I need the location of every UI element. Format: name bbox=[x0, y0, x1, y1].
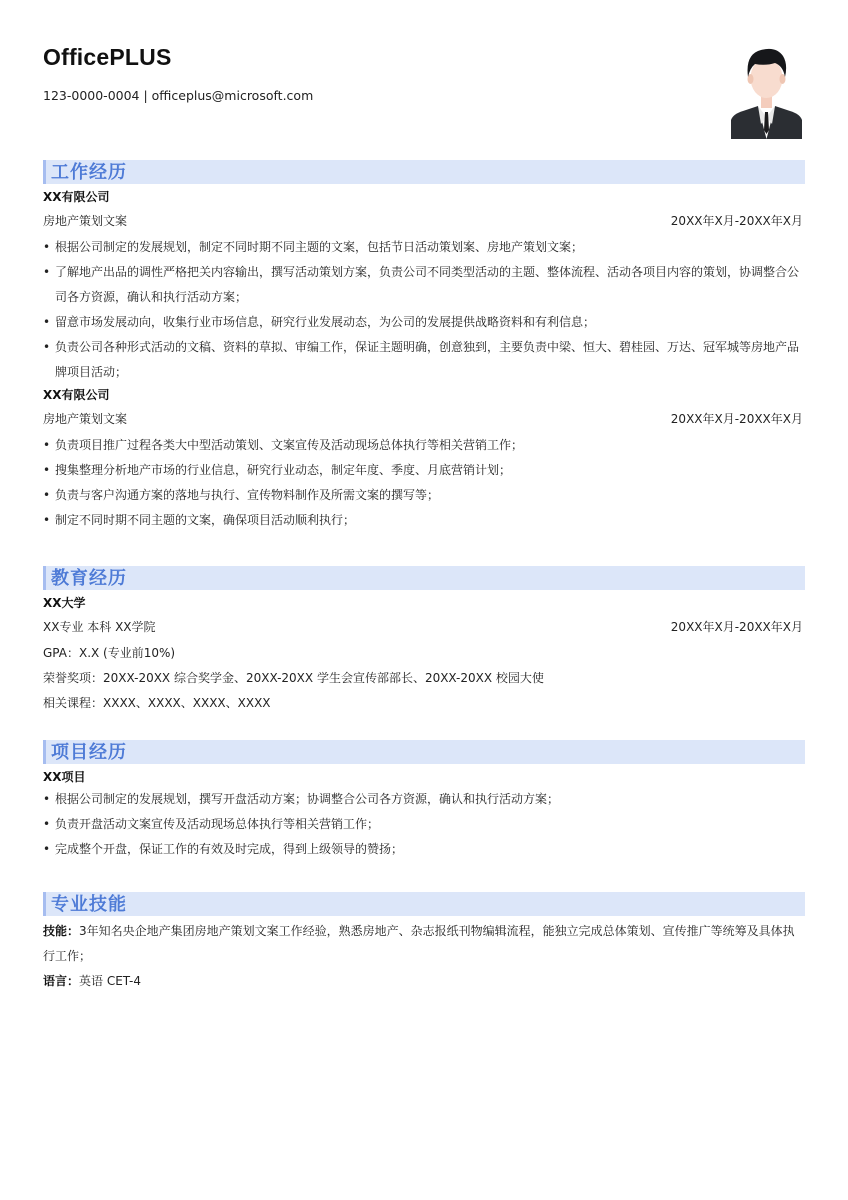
work-role-row bbox=[43, 207, 805, 235]
project-bullet: • 负责开盘活动文案宣传及活动现场总体执行等相关营销工作； bbox=[43, 812, 805, 837]
work-bullet: • 负责公司各种形式活动的文稿、资料的草拟、审编工作，保证主题明确，创意独到，主要负责中梁、恒大、碧桂园、万达、冠军城等房地产品牌项目活动； bbox=[43, 335, 805, 385]
work-bullet: • 负责与客户沟通方案的落地与执行、宣传物料制作及所需文案的撰写等； bbox=[43, 483, 805, 508]
work-date: 20XX年X月-20XX年X月 bbox=[670, 412, 803, 426]
candidate-name: OfficePLUS bbox=[43, 44, 172, 70]
work-bullet: • 了解地产出品的调性严格把关内容输出，撰写活动策划方案，负责公司不同类型活动的主题、整体流程、活动各项目内容的策划，协调整合公司各方资源，确认和执行活动方案； bbox=[43, 260, 805, 310]
section-header-skills bbox=[43, 892, 805, 916]
section-title-work: 工作经历 bbox=[51, 162, 127, 183]
project-name: XX项目 bbox=[43, 770, 86, 784]
education-row bbox=[43, 613, 805, 641]
project-bullet: • 根据公司制定的发展规划，撰写开盘活动方案；协调整合公司各方资源，确认和执行活动方案； bbox=[43, 787, 805, 812]
section-header-work bbox=[43, 160, 805, 184]
school-name: XX大学 bbox=[43, 596, 86, 610]
work-bullet: • 根据公司制定的发展规划，制定不同时期不同主题的文案，包括节日活动策划案、房地产策划文案； bbox=[43, 235, 805, 260]
profile-photo bbox=[731, 44, 802, 139]
section-title-skills: 专业技能 bbox=[51, 894, 127, 915]
education-major: XX专业 本科 XX学院 bbox=[43, 620, 156, 634]
work-role: 房地产策划文案 bbox=[43, 412, 128, 426]
language-text: 英语 CET-4 bbox=[79, 974, 141, 988]
work-bullet: • 制定不同时期不同主题的文案，确保项目活动顺利执行； bbox=[43, 508, 805, 533]
language-label: 语言： bbox=[43, 974, 80, 988]
resume-body bbox=[43, 160, 805, 994]
work-role-row bbox=[43, 405, 805, 433]
work-company: XX有限公司 bbox=[43, 190, 110, 204]
section-title-projects: 项目经历 bbox=[51, 742, 127, 763]
work-role: 房地产策划文案 bbox=[43, 214, 128, 228]
skills-label: 技能： bbox=[43, 924, 80, 938]
contact-info: 123-0000-0004 | officeplus@microsoft.com bbox=[43, 88, 314, 103]
work-company: XX有限公司 bbox=[43, 388, 110, 402]
skills-text: 3年知名央企地产集团房地产策划文案工作经验，熟悉房地产、杂志报纸刊物编辑流程，能独立完成总体策划、宣传推广等统筹及具体执行工作； bbox=[43, 924, 795, 963]
education-gpa: GPA：X.X (专业前10%) bbox=[43, 646, 176, 660]
section-header-education bbox=[43, 566, 805, 590]
education-date: 20XX年X月-20XX年X月 bbox=[670, 620, 803, 634]
work-bullet: • 搜集整理分析地产市场的行业信息，研究行业动态，制定年度、季度、月底营销计划； bbox=[43, 458, 805, 483]
language-line bbox=[43, 969, 805, 994]
education-courses: 相关课程：XXXX、XXXX、XXXX、XXXX bbox=[43, 696, 271, 710]
work-bullet: • 留意市场发展动向，收集行业市场信息，研究行业发展动态，为公司的发展提供战略资料和有利信息； bbox=[43, 310, 805, 335]
skills-line bbox=[43, 919, 805, 969]
section-title-education: 教育经历 bbox=[51, 568, 127, 589]
project-bullet: • 完成整个开盘，保证工作的有效及时完成，得到上级领导的赞扬； bbox=[43, 837, 805, 862]
work-bullet: • 负责项目推广过程各类大中型活动策划、文案宣传及活动现场总体执行等相关营销工作； bbox=[43, 433, 805, 458]
work-date: 20XX年X月-20XX年X月 bbox=[670, 214, 803, 228]
section-header-projects bbox=[43, 740, 805, 764]
education-honors: 荣誉奖项：20XX-20XX 综合奖学金、20XX-20XX 学生会宣传部部长、20XX-20XX 校园大使 bbox=[43, 671, 544, 685]
